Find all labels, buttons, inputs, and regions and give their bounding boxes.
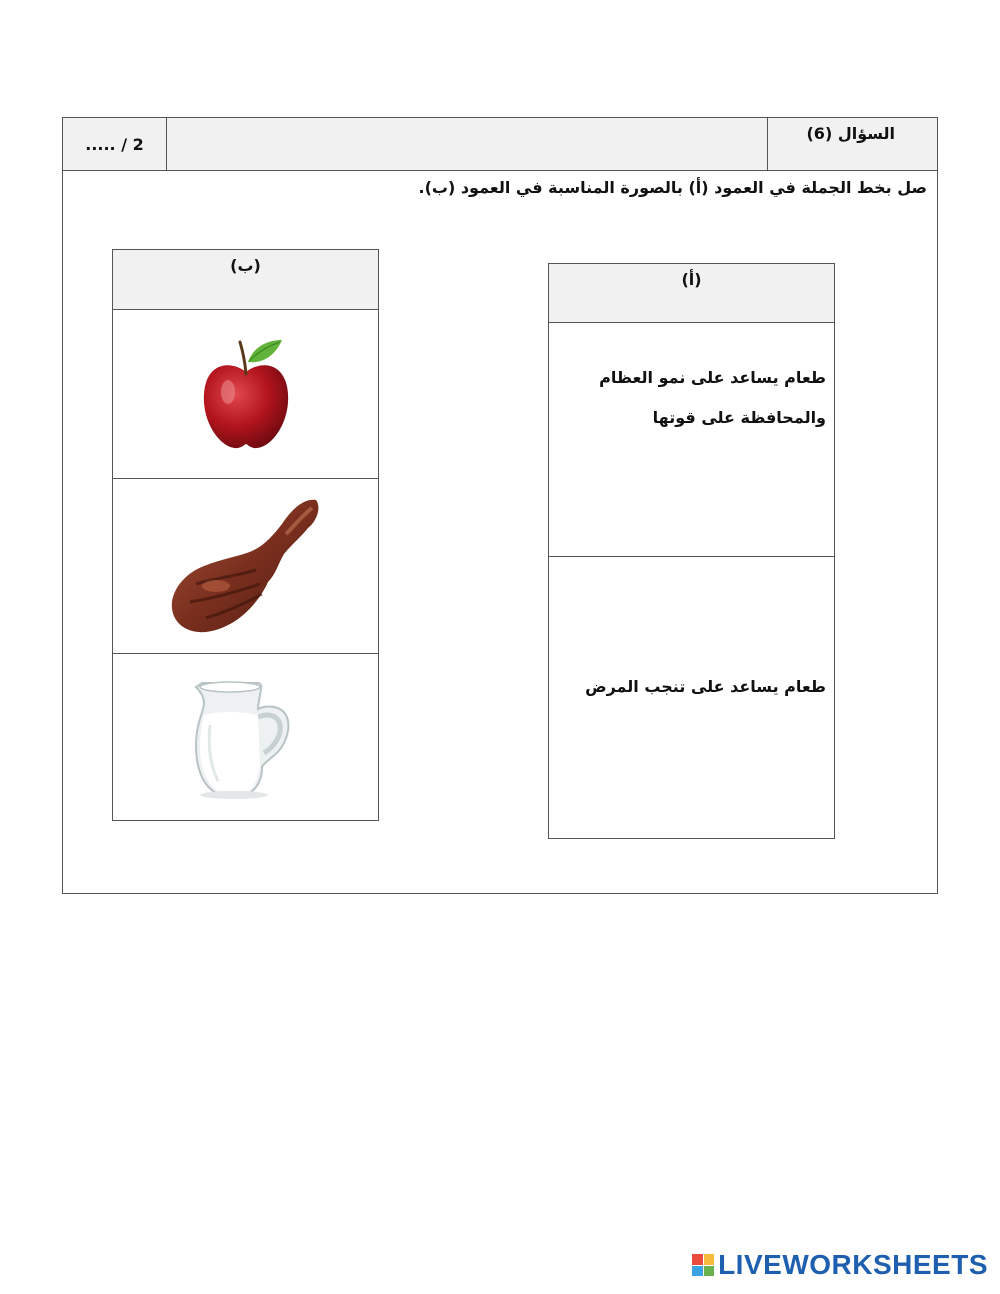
question-number-cell	[768, 118, 937, 171]
score-cell	[63, 118, 167, 171]
apple-image	[196, 332, 296, 457]
column-a-table	[548, 263, 835, 839]
roast-chicken-image	[166, 494, 326, 639]
column-a-row-1-line1: طعام يساعد على نمو العظام	[599, 368, 826, 387]
header-blank-cell	[167, 118, 768, 171]
logo-text: LIVEWORKSHEETS	[718, 1249, 988, 1280]
score-text: ..... / 2	[85, 134, 144, 154]
column-a-heading: (أ)	[549, 264, 834, 323]
column-b-table	[112, 249, 379, 821]
question-box	[62, 117, 938, 894]
logo-grid-icon	[692, 1254, 714, 1276]
instruction-text: صل بخط الجملة في العمود (أ) بالصورة المناسبة في العمود (ب).	[418, 178, 927, 197]
liveworksheets-logo	[692, 1249, 988, 1281]
column-a-row-1-line2: والمحافظة على قوتها	[652, 408, 826, 427]
milk-jug-image	[188, 675, 303, 800]
column-a-row-2-line1: طعام يساعد على تنجب المرض	[585, 677, 826, 696]
column-b-row-chicken[interactable]	[113, 479, 378, 654]
question-label: السؤال (6)	[806, 124, 895, 143]
column-b-row-apple[interactable]	[113, 310, 378, 479]
column-a-row-1[interactable]	[549, 323, 834, 557]
column-a-row-2[interactable]	[549, 557, 834, 838]
column-b-row-milk[interactable]	[113, 654, 378, 820]
column-b-heading: (ب)	[113, 250, 378, 310]
